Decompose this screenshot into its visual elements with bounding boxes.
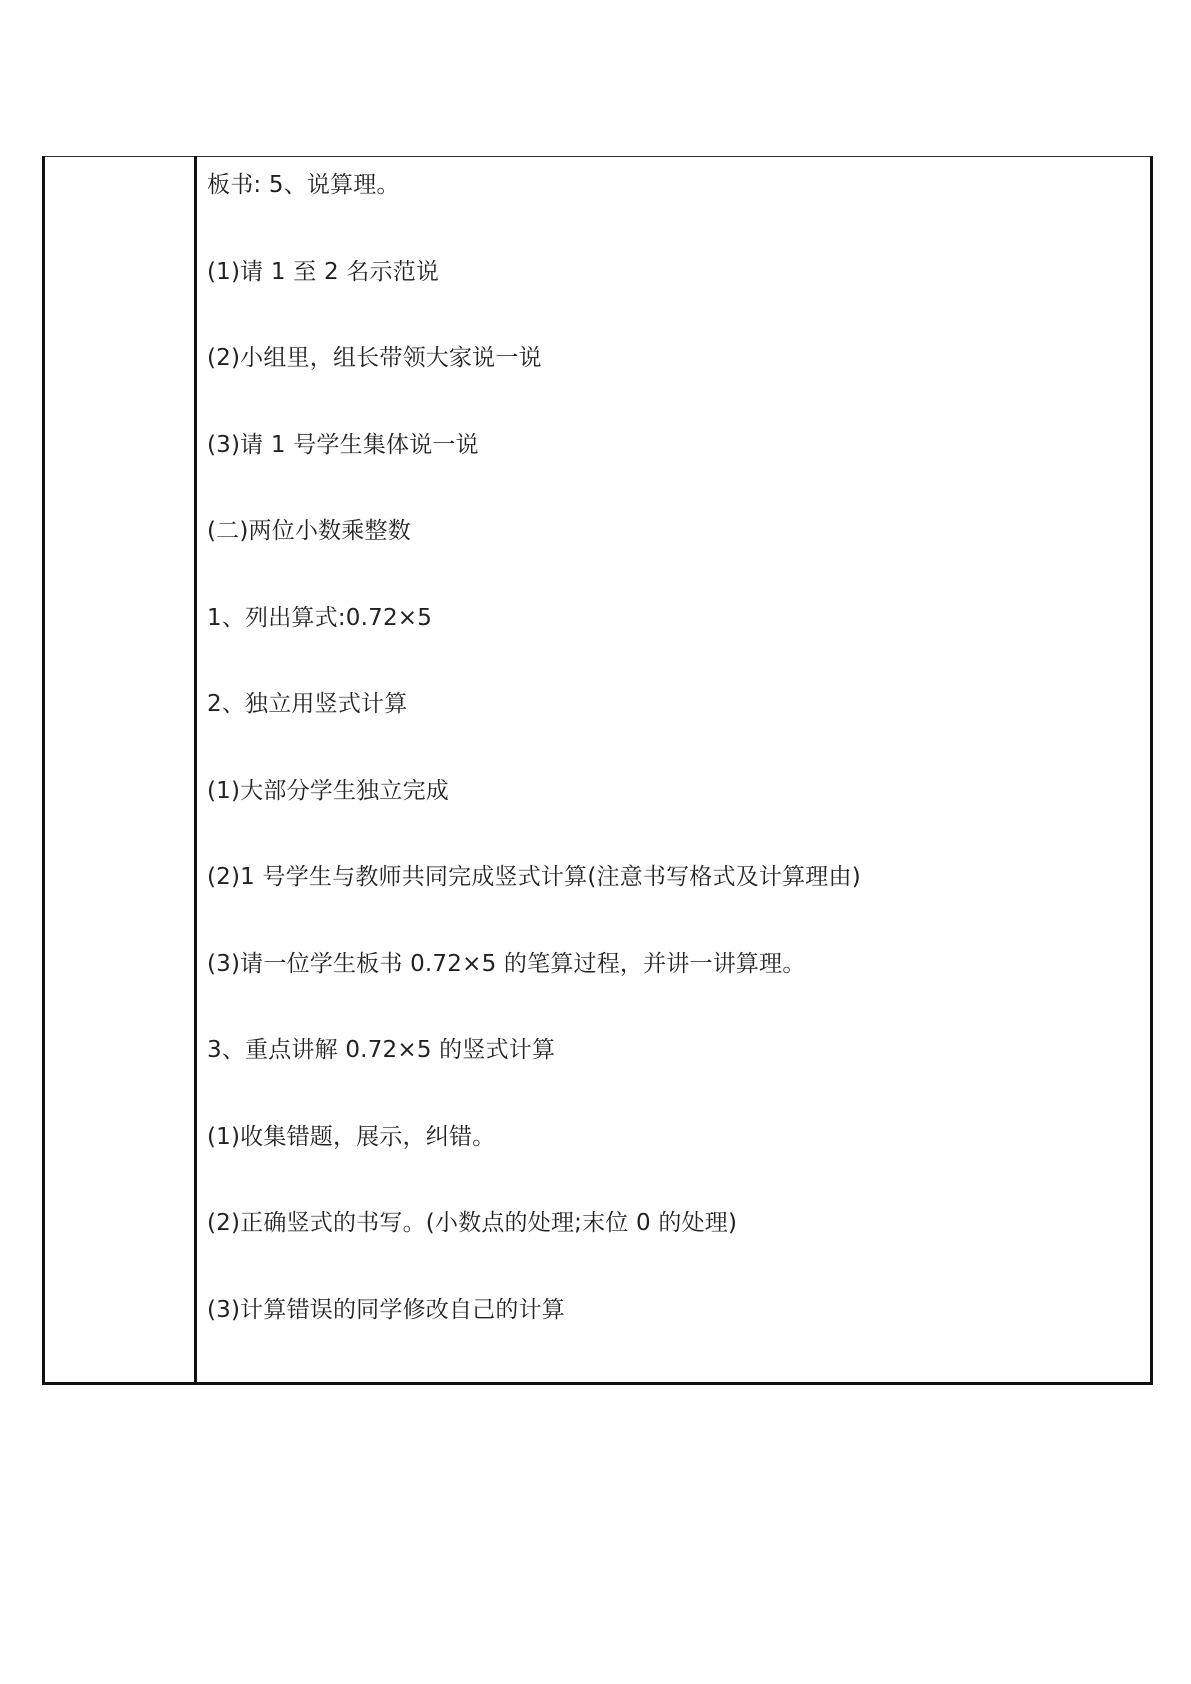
line-item: (1)大部分学生独立完成 <box>207 777 449 804</box>
line-item: (2)正确竖式的书写。(小数点的处理;末位 0 的处理) <box>207 1210 738 1236</box>
lesson-plan-table <box>42 156 1153 1385</box>
section-heading: (二)两位小数乘整数 <box>207 518 411 544</box>
left-empty-cell <box>44 157 196 1384</box>
line-item: (1)请 1 至 2 名示范说 <box>207 258 440 285</box>
line-item: 3、重点讲解 0.72×5 的竖式计算 <box>207 1037 556 1063</box>
line-item: (3)请一位学生板书 0.72×5 的笔算过程，并讲一讲算理。 <box>207 950 806 977</box>
content-lines <box>197 157 1150 1324</box>
line-item: (3)计算错误的同学修改自己的计算 <box>207 1296 565 1323</box>
content-cell <box>196 157 1152 1384</box>
line-item: (2)小组里，组长带领大家说一说 <box>207 345 542 371</box>
line-item: (1)收集错题，展示，纠错。 <box>207 1123 496 1150</box>
line-board-writing: 板书: 5、说算理。 <box>207 172 400 198</box>
line-item: 2、独立用竖式计算 <box>207 691 408 717</box>
line-item: 1、列出算式:0.72×5 <box>207 604 433 631</box>
line-item: (2)1 号学生与教师共同完成竖式计算(注意书写格式及计算理由) <box>207 864 861 890</box>
table-row <box>44 157 1152 1384</box>
line-item: (3)请 1 号学生集体说一说 <box>207 431 479 458</box>
